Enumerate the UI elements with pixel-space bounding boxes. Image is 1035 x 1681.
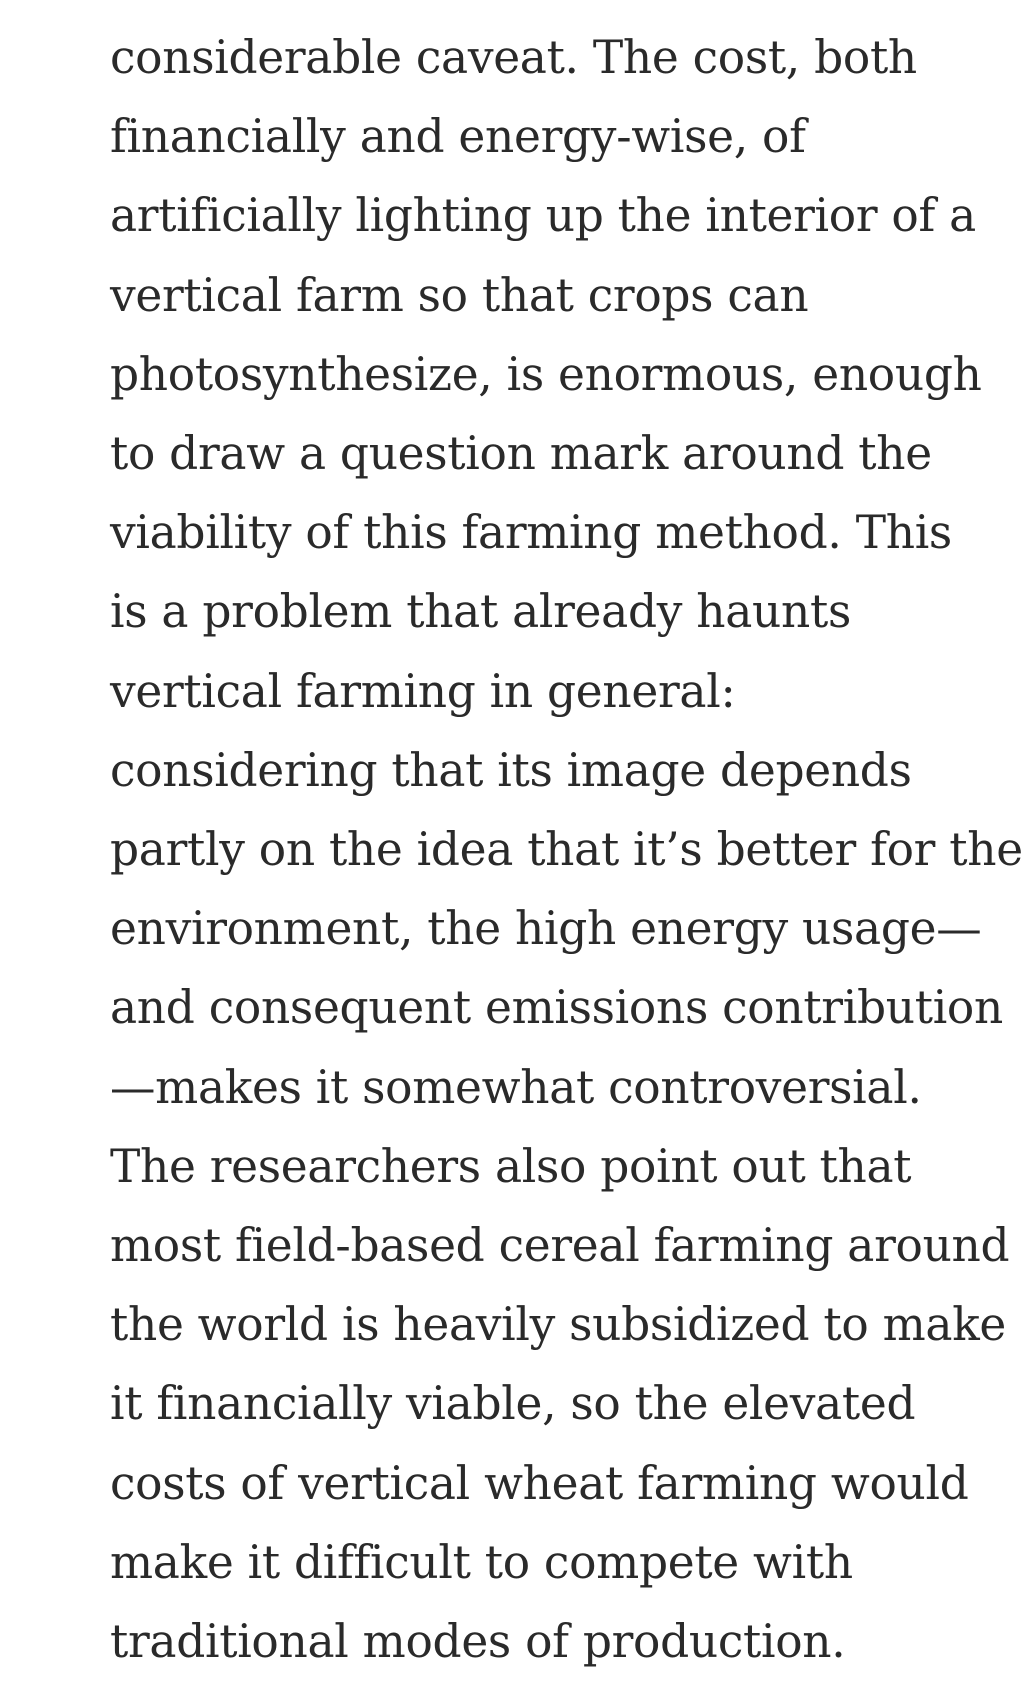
article-line: —makes it somewhat controversial. — [110, 1060, 922, 1114]
article-line: is a problem that already haunts — [110, 585, 851, 639]
article-line: vertical farming in general: — [110, 664, 736, 718]
article-line: and consequent emissions contribution — [110, 981, 1003, 1035]
article-line: environment, the high energy usage— — [110, 902, 982, 956]
article-line: partly on the idea that it’s better for the — [110, 823, 1023, 877]
article-line: artificially lighting up the interior of a — [110, 189, 976, 243]
article-line: considering that its image depends — [110, 743, 912, 797]
article-line: viability of this farming method. This — [110, 506, 952, 560]
article-line: the world is heavily subsidized to make — [110, 1298, 1007, 1352]
article-line: The researchers also point out that — [110, 1139, 912, 1193]
article-line: to draw a question mark around the — [110, 427, 932, 481]
article-body — [110, 18, 1023, 1681]
article-line: photosynthesize, is enormous, enough — [110, 347, 982, 401]
article-line: financially and energy-wise, of — [110, 110, 806, 164]
article-line: traditional modes of production. — [110, 1615, 846, 1669]
article-line: costs of vertical wheat farming would — [110, 1456, 969, 1510]
article-line: most field-based cereal farming around — [110, 1219, 1010, 1273]
article-line: vertical farm so that crops can — [110, 268, 809, 322]
article-line: considerable caveat. The cost, both — [110, 31, 917, 84]
article-line: it financially viable, so the elevated — [110, 1377, 916, 1431]
article-line: make it difficult to compete with — [110, 1535, 853, 1589]
